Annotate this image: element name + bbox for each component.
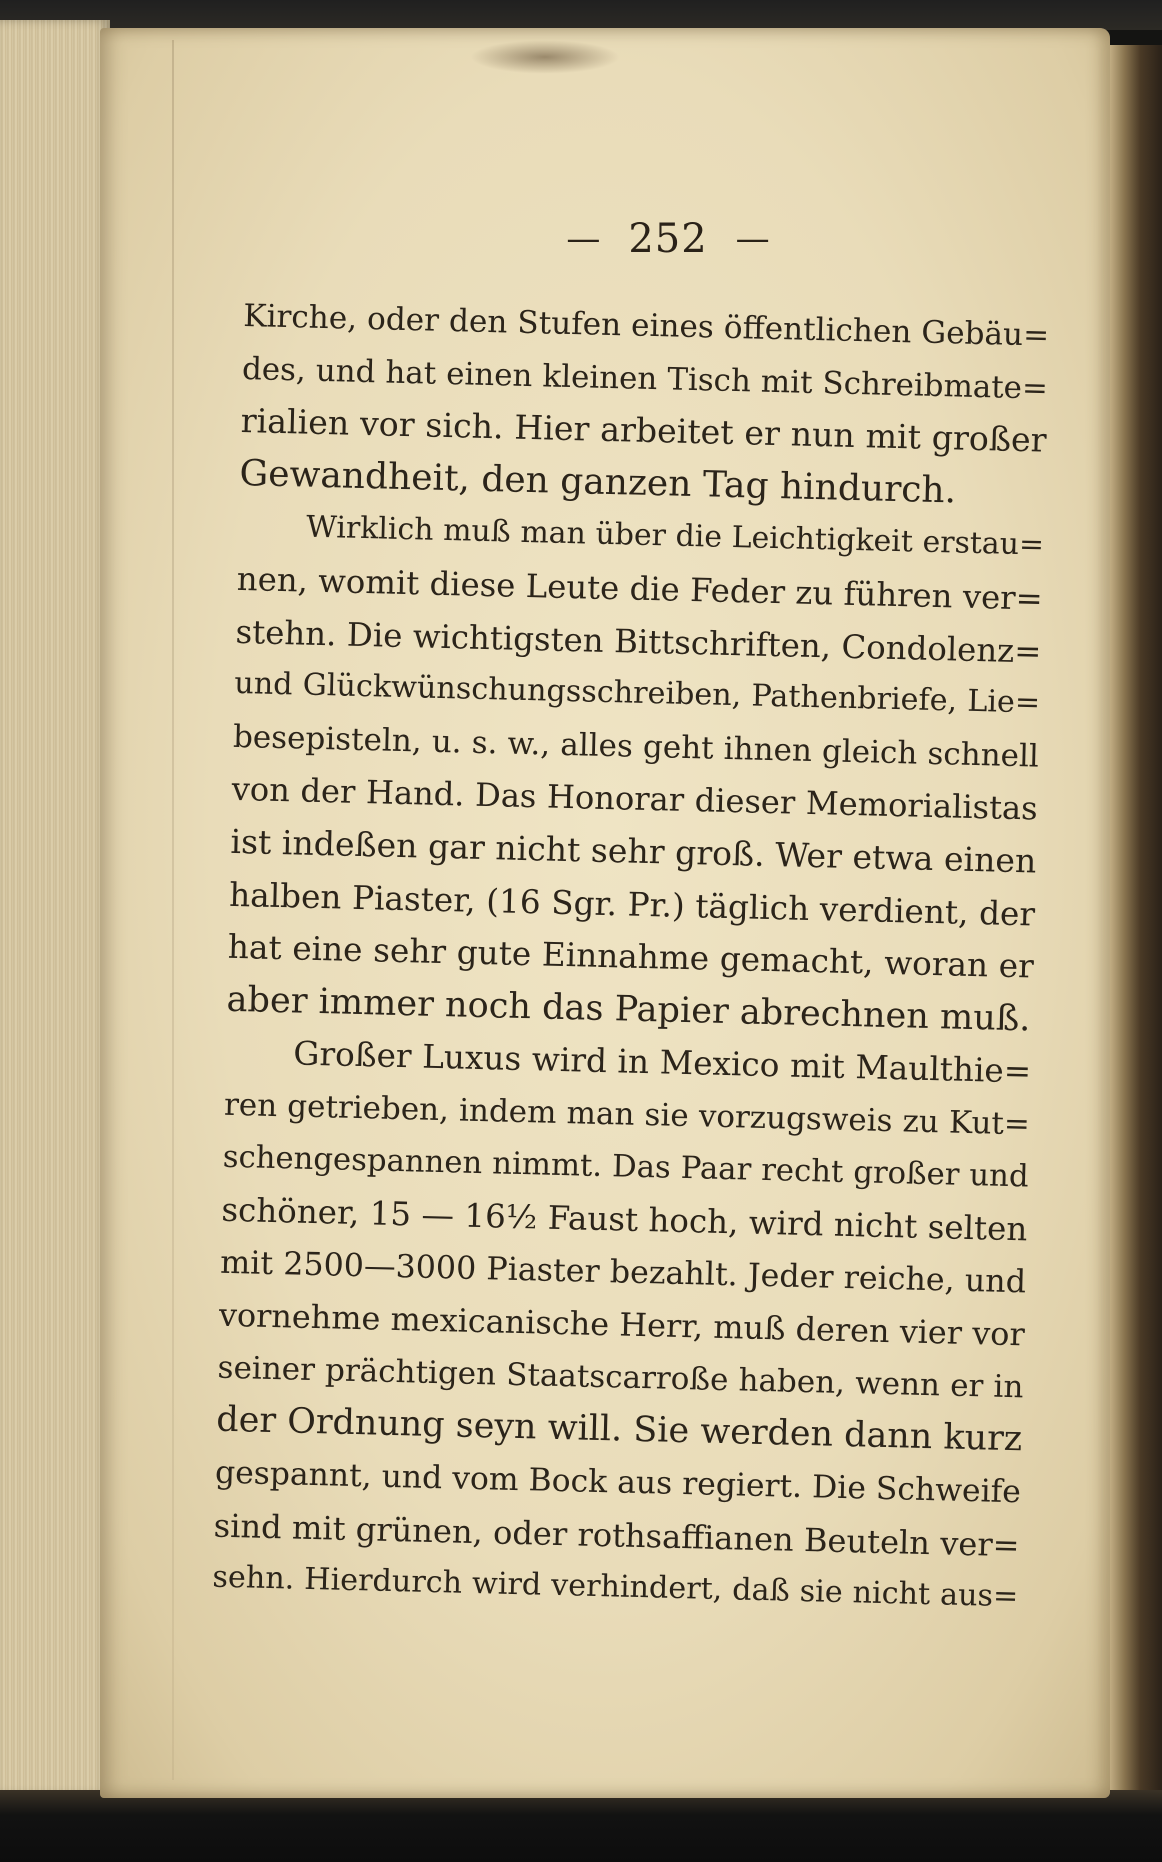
text-line: Großer Luxus wird in Mexico mit Maulthie= (292, 1034, 1032, 1091)
text-line: des, und hat einen kleinen Tisch mit Schreibmate= (241, 350, 1049, 407)
text-line: sehn. Hierdurch wird verhindert, daß sie nicht aus= (212, 1559, 1019, 1615)
text-line: ren getrieben, indem man sie vorzugsweis zu Kut= (223, 1086, 1031, 1143)
text-line: sind mit grünen, oder rothsaffianen Beuteln ver= (213, 1506, 1021, 1564)
text-line: besepisteln, u. s. w., alles geht ihnen gleich schnell (232, 718, 1040, 775)
text-line: seiner prächtigen Staatscarroße haben, wenn er in (217, 1349, 1024, 1406)
header-dash-right: — (735, 219, 770, 259)
text-line: rialien vor sich. Hier arbeitet er nun mit großer (240, 401, 1048, 460)
text-line: nen, womit diese Leute die Feder zu führen ver= (236, 559, 1044, 618)
left-page-stack (0, 20, 110, 1795)
text-line: ist indeßen gar nicht sehr groß. Wer etwa einen (230, 821, 1037, 881)
text-line: schengespannen nimmt. Das Paar recht großer und (222, 1139, 1030, 1194)
body-text (212, 290, 1050, 1624)
text-line: von der Hand. Das Honorar dieser Memorialistas (231, 770, 1039, 828)
text-line: Kirche, oder den Stufen eines öffentlichen Gebäu= (242, 297, 1050, 354)
text-line: Gewandheit, den ganzen Tag hindurch. (239, 452, 957, 512)
header-dash-left: — (566, 219, 601, 259)
text-line: aber immer noch das Papier abrechnen muß. (226, 978, 1031, 1040)
text-line: vornehme mexicanische Herr, muß deren vier vor (218, 1295, 1026, 1354)
page-fold-line (172, 40, 174, 1780)
text-line: Wirklich muß man über die Leichtigkeit erstau= (305, 509, 1045, 563)
text-line: halben Piaster, (16 Sgr. Pr.) täglich verdient, der (228, 875, 1036, 934)
text-line: mit 2500—3000 Piaster bezahlt. Jeder reiche, und (219, 1244, 1027, 1301)
text-line: stehn. Die wichtigsten Bittschriften, Condolenz= (235, 612, 1042, 671)
text-line: und Glückwünschungsschreiben, Pathenbriefe, Lie= (233, 666, 1041, 721)
text-line: der Ordnung seyn will. Sie werden dann kurz (215, 1400, 1023, 1460)
page-header (548, 212, 788, 266)
paper-stain (470, 40, 620, 74)
text-line: gespannt, und vom Bock aus regiert. Die Schweife (214, 1454, 1022, 1511)
text-line: hat eine sehr gute Einnahme gemacht, woran er (227, 927, 1035, 986)
right-book-cover (1108, 45, 1162, 1795)
page-number: 252 (628, 216, 708, 262)
top-book-edge (0, 0, 1162, 30)
text-line: schöner, 15 — 16½ Faust hoch, wird nicht selten (221, 1190, 1028, 1249)
bottom-book-edge (0, 1790, 1162, 1862)
